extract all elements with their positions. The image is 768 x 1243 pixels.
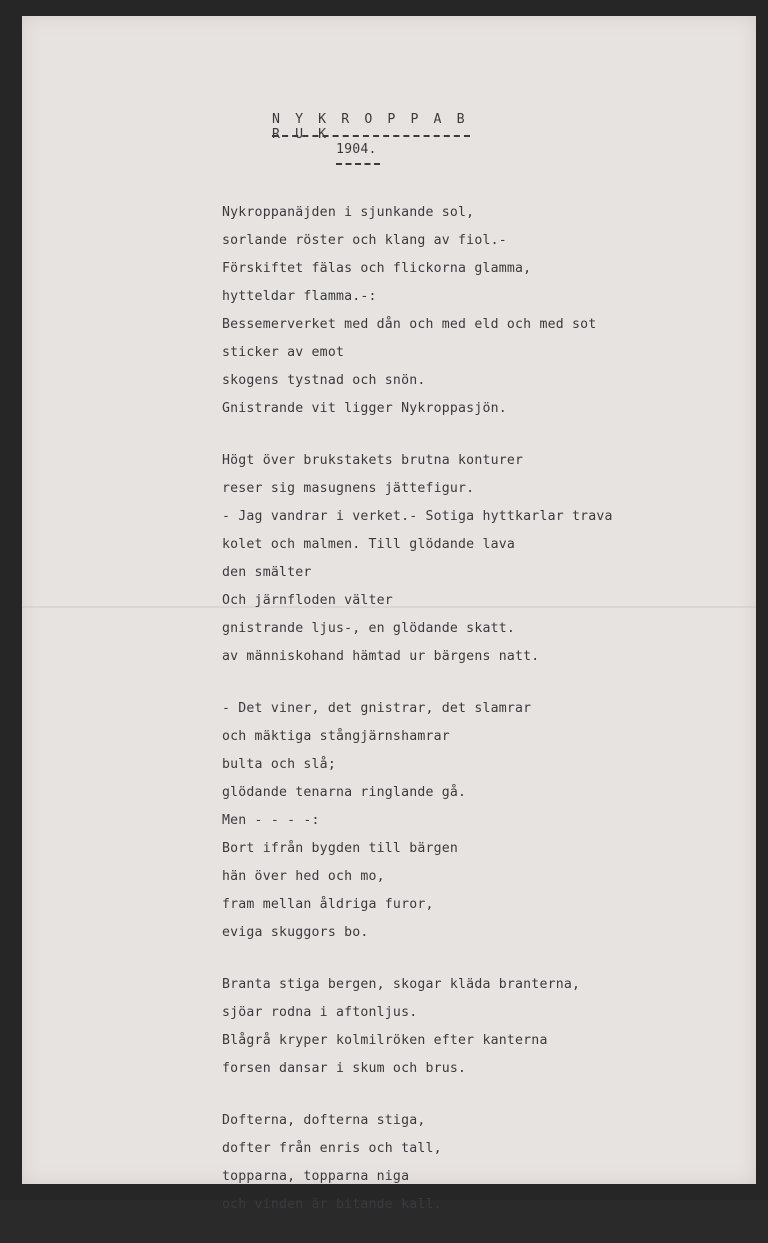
stanza-2 <box>222 447 742 671</box>
stanza-1 <box>222 199 742 423</box>
poem-line: sjöar rodna i aftonljus. <box>222 1005 418 1020</box>
poem-line: Bessemerverket med dån och med eld och med sot <box>222 317 597 332</box>
poem-line: och mäktiga stångjärnshamrar <box>222 729 450 744</box>
stanza-5 <box>222 1107 742 1219</box>
poem-line: eviga skuggors bo. <box>222 925 369 940</box>
poem-title: N Y K R O P P A B R U K <box>272 112 469 142</box>
poem-line: Blågrå kryper kolmilröken efter kanterna <box>222 1033 548 1048</box>
poem-line: Men - - - -: <box>222 813 320 828</box>
poem-line: Nykroppanäjden i sjunkande sol, <box>222 205 475 220</box>
poem-year: 1904. <box>336 142 377 157</box>
poem-line: och vinden är bitande kall. <box>222 1197 442 1212</box>
poem-line: gnistrande ljus-, en glödande skatt. <box>222 621 516 636</box>
typewritten-page <box>22 16 756 1212</box>
poem-line: Branta stiga bergen, skogar kläda branterna, <box>222 977 581 992</box>
stanza-4 <box>222 971 742 1083</box>
poem-line: Och järnfloden välter <box>222 593 393 608</box>
poem-line: Högt över brukstakets brutna konturer <box>222 453 524 468</box>
poem-line: bulta och slå; <box>222 757 336 772</box>
poem-line: dofter från enris och tall, <box>222 1141 442 1156</box>
poem-line: den smälter <box>222 565 312 580</box>
poem-line: reser sig masugnens jättefigur. <box>222 481 475 496</box>
poem-line: skogens tystnad och snön. <box>222 373 426 388</box>
poem-line: Bort ifrån bygden till bärgen <box>222 841 459 856</box>
poem-line: fram mellan åldriga furor, <box>222 897 434 912</box>
poem-line: - Det viner, det gnistrar, det slamrar <box>222 701 532 716</box>
poem-line: Gnistrande vit ligger Nykroppasjön. <box>222 401 507 416</box>
poem-line: sticker av emot <box>222 345 345 360</box>
poem-line: av människohand hämtad ur bärgens natt. <box>222 649 540 664</box>
stanza-3 <box>222 695 742 947</box>
poem-line: topparna, topparna niga <box>222 1169 410 1184</box>
title-underline <box>272 135 470 137</box>
poem-line: Förskiftet fälas och flickorna glamma, <box>222 261 532 276</box>
poem-line: hytteldar flamma.-: <box>222 289 377 304</box>
year-underline <box>336 163 380 165</box>
poem-line: forsen dansar i skum och brus. <box>222 1061 467 1076</box>
poem-body <box>222 199 742 1243</box>
poem-line: kolet och malmen. Till glödande lava <box>222 537 516 552</box>
poem-line: Dofterna, dofterna stiga, <box>222 1113 426 1128</box>
poem-line: sorlande röster och klang av fiol.- <box>222 233 507 248</box>
poem-line: glödande tenarna ringlande gå. <box>222 785 467 800</box>
poem-line: - Jag vandrar i verket.- Sotiga hyttkarlar trava <box>222 509 613 524</box>
poem-line: hän över hed och mo, <box>222 869 385 884</box>
